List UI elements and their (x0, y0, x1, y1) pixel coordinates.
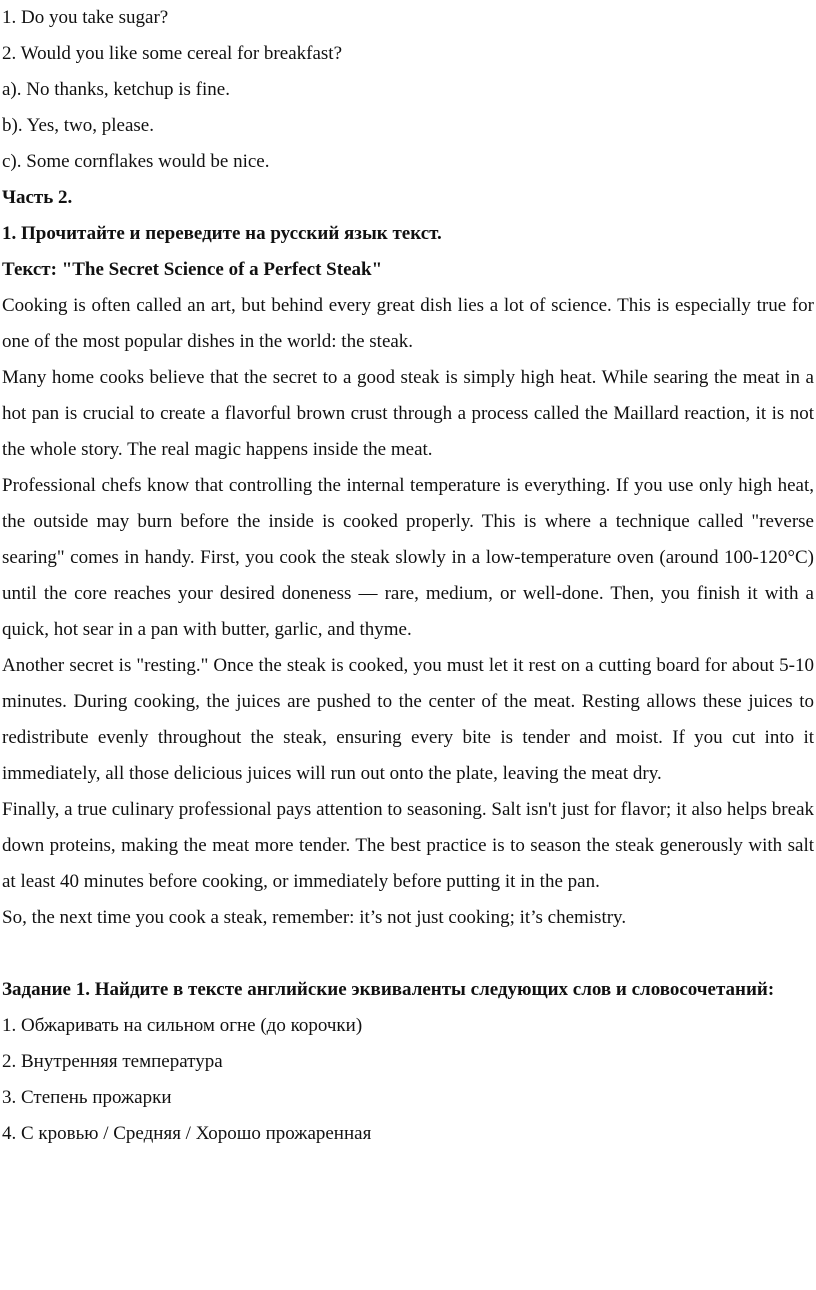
part-2-section (2, 180, 814, 936)
exercise-item: 3. Степень прожарки (2, 1087, 172, 1108)
exercise-item: 2. Внутренняя температура (2, 1051, 223, 1072)
text-title: Текст: "The Secret Science of a Perfect Steak" (2, 259, 383, 280)
document-page (2, 0, 814, 1152)
exercise-item: 4. С кровью / Средняя / Хорошо прожаренная (2, 1123, 372, 1144)
exercise-item: 1. Обжаривать на сильном огне (до корочки) (2, 1015, 363, 1036)
reading-task: 1. Прочитайте и переведите на русский язык текст. (2, 223, 442, 244)
text-paragraph: Professional chefs know that controlling the internal temperature is everything. If you use only high heat, the outside may burn before the inside is cooked properly. This is where a technique called "reverse searing" comes in handy. First, you cook the steak slowly in a low-temperature oven (around 100-120°C) until the core reaches your desired doneness — rare, medium, or well-done. Then, you finish it with a quick, hot sear in a pan with butter, garlic, and thyme. (2, 475, 814, 640)
quiz-section (2, 0, 814, 180)
part-heading: Часть 2. (2, 187, 73, 208)
text-paragraph: Another secret is "resting." Once the steak is cooked, you must let it rest on a cutting board for about 5-10 minutes. During cooking, the juices are pushed to the center of the meat. Resting allows these juices to redistribute evenly throughout the steak, ensuring every bite is tender and moist. If you cut into it immediately, all those delicious juices will run out onto the plate, leaving the meat dry. (2, 655, 814, 784)
text-paragraph: Cooking is often called an art, but behind every great dish lies a lot of science. This is especially true for one of the most popular dishes in the world: the steak. (2, 295, 814, 352)
quiz-question: 2. Would you like some cereal for breakfast? (2, 43, 342, 64)
quiz-answer: b). Yes, two, please. (2, 115, 154, 136)
text-paragraph: Many home cooks believe that the secret to a good steak is simply high heat. While searing the meat in a hot pan is crucial to create a flavorful brown crust through a process called the Maillard reaction, it is not the whole story. The real magic happens inside the meat. (2, 367, 814, 460)
quiz-answer: c). Some cornflakes would be nice. (2, 151, 270, 172)
exercise-1-section (2, 972, 814, 1152)
quiz-answer: a). No thanks, ketchup is fine. (2, 79, 230, 100)
text-paragraph: So, the next time you cook a steak, remember: it’s not just cooking; it’s chemistry. (2, 907, 627, 928)
blank-line (2, 936, 814, 972)
exercise-heading: Задание 1. Найдите в тексте английские эквиваленты следующих слов и словосочетаний: (2, 979, 775, 1000)
text-paragraph: Finally, a true culinary professional pays attention to seasoning. Salt isn't just for flavor; it also helps break down proteins, making the meat more tender. The best practice is to season the steak generously with salt at least 40 minutes before cooking, or immediately before putting it in the pan. (2, 799, 814, 892)
quiz-question: 1. Do you take sugar? (2, 7, 169, 28)
